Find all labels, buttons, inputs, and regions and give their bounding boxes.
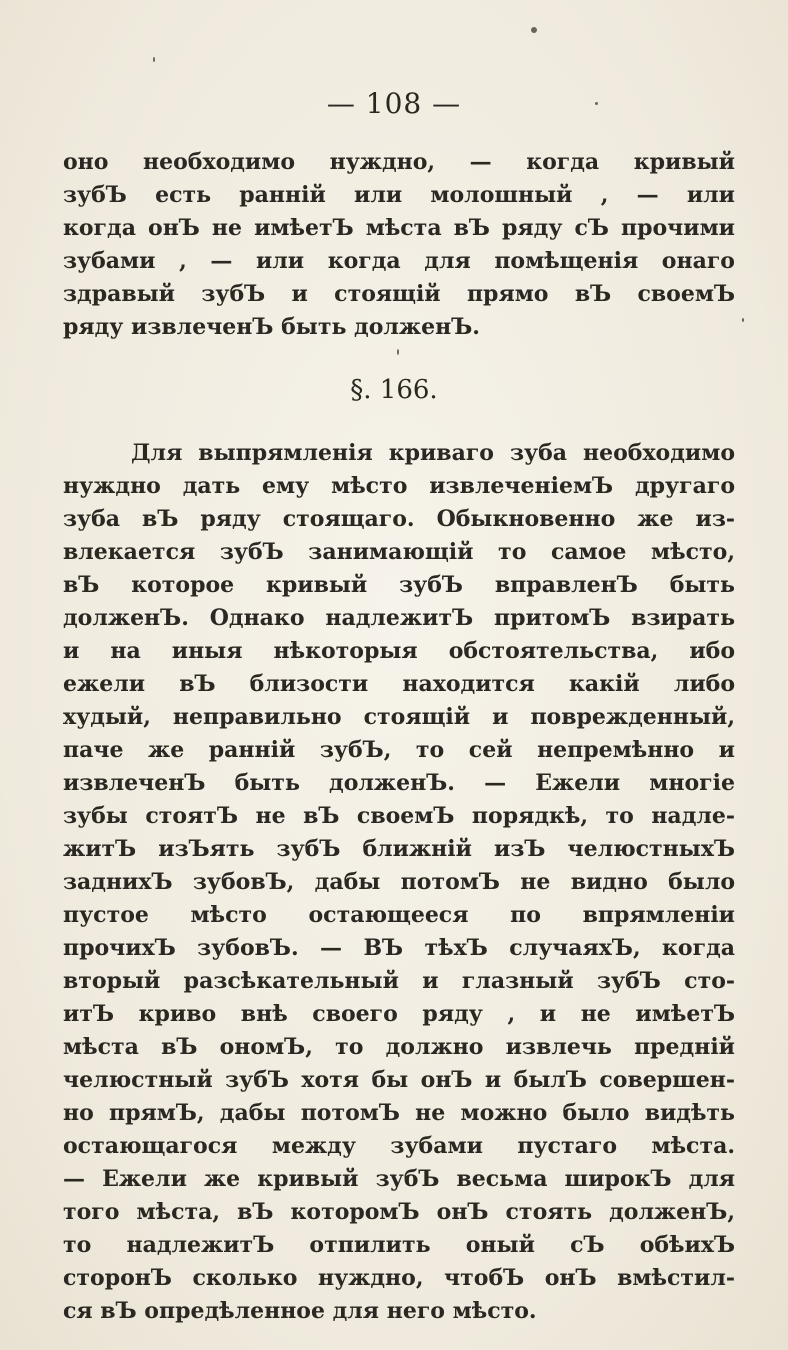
text-line: пустое мѣсто остающееся по впрямленіи [63,902,735,928]
text-line: паче же ранній зубЪ, то сей непремѣнно и [63,737,735,763]
text-line: остающагося между зубами пустаго мѣста. [63,1133,735,1159]
text-line: Для выпрямленія криваго зуба необходимо [131,440,735,466]
text-line: зуба вЪ ряду стоящаго. Обыкновенно же из- [63,506,735,532]
ink-speck [397,349,399,355]
text-line: того мѣста, вЪ которомЪ онЪ стоять долженЪ, [63,1199,735,1225]
text-line: долженЪ. Однако надлежитЪ притомЪ взирать [63,605,735,631]
text-line: здравый зубЪ и стоящій прямо вЪ своемЪ [63,281,735,307]
paragraph-continuation [63,146,735,344]
section-heading: §. 166. [350,375,438,405]
text-line: челюстный зубЪ хотя бы онЪ и былЪ совершен- [63,1067,735,1093]
text-line: но прямЪ, дабы потомЪ не можно было видѣть [63,1100,735,1126]
text-line: вЪ которое кривый зубЪ вправленЪ быть [63,572,735,598]
text-line: — Ежели же кривый зубЪ весьма широкЪ для [63,1166,735,1192]
page-number: — 108 — [326,87,462,120]
text-line: зубы стоятЪ не вЪ своемЪ порядкѣ, то надле- [63,803,735,829]
ink-speck [153,57,155,62]
text-line: вторый разсѣкательный и глазный зубЪ сто- [63,968,735,994]
text-line: зубЪ есть ранній или молошный , — или [63,182,735,208]
ink-speck [742,318,744,322]
text-line: худый, неправильно стоящій и поврежденный, [63,704,735,730]
text-line: мѣста вЪ ономЪ, то должно извлечь предній [63,1034,735,1060]
text-line: ежели вЪ близости находится какій либо [63,671,735,697]
text-line: извлеченЪ быть долженЪ. — Ежели многіе [63,770,735,796]
text-line: прочихЪ зубовЪ. — ВЪ тѣхЪ случаяхЪ, когда [63,935,735,961]
paragraph-body [63,437,735,1328]
text-line: то надлежитЪ отпилить оный сЪ обѣихЪ [63,1232,735,1258]
text-line: ся вЪ опредѣленное для него мѣсто. [63,1298,537,1324]
text-line: и на иныя нѣкоторыя обстоятельства, ибо [63,638,735,664]
text-line: оно необходимо нуждно, — когда кривый [63,149,735,175]
text-line: ряду извлеченЪ быть долженЪ. [63,314,480,340]
text-line: сторонЪ сколько нуждно, чтобЪ онЪ вмѣстил- [63,1265,735,1291]
text-line: заднихЪ зубовЪ, дабы потомЪ не видно было [63,869,735,895]
text-line: влекается зубЪ занимающій то самое мѣсто, [63,539,735,565]
text-line: житЪ изЪять зубЪ ближній изЪ челюстныхЪ [63,836,735,862]
text-line: нуждно дать ему мѣсто извлеченіемЪ другаго [63,473,735,499]
text-line: итЪ криво внѣ своего ряду , и не имѣетЪ [63,1001,735,1027]
ink-speck [531,27,537,33]
text-line: когда онЪ не имѣетЪ мѣста вЪ ряду сЪ прочими [63,215,735,241]
text-line: зубами , — или когда для помѣщенія онаго [63,248,735,274]
